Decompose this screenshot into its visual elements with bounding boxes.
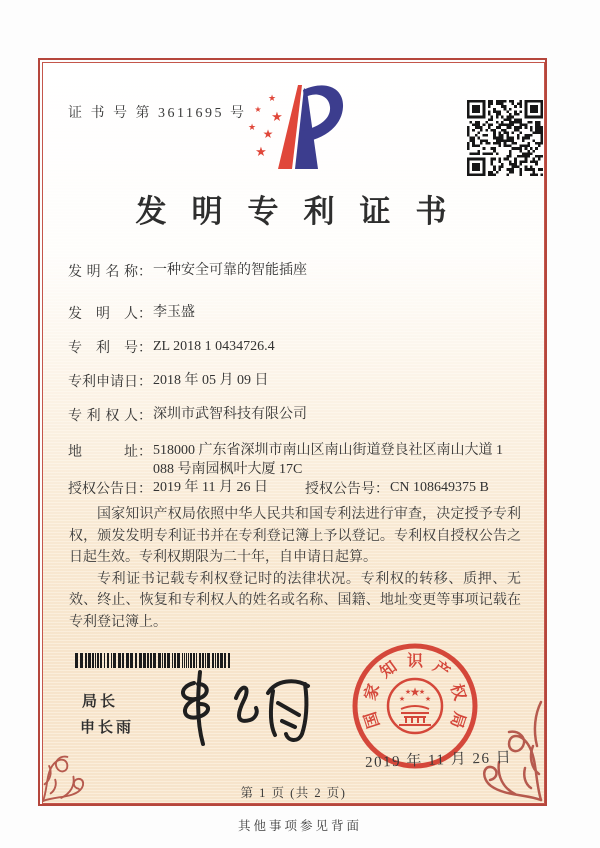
field-grant-number xyxy=(305,478,489,498)
field-value: 李玉盛 xyxy=(153,305,195,320)
field-colon: ： xyxy=(138,445,152,460)
seal-char: 权 xyxy=(446,682,468,703)
field-application-date xyxy=(68,371,269,391)
logo-star-icon: ★ xyxy=(255,145,267,160)
address-line-1: 518000 广东省深圳市南山区南山街道登良社区南山大道 1 xyxy=(153,443,503,458)
seal-date: 2019 年 11 月 26 日 xyxy=(364,749,513,772)
national-emblem-icon xyxy=(388,679,442,733)
field-label: 专利权人 xyxy=(68,409,138,424)
svg-text:★: ★ xyxy=(409,685,421,699)
field-label: 授权公告号 xyxy=(305,482,375,497)
field-label: 授权公告日 xyxy=(68,482,138,497)
field-inventor xyxy=(68,303,195,323)
field-label: 专利号 xyxy=(68,341,138,356)
svg-text:★: ★ xyxy=(418,688,426,696)
certificate-number: 证 书 号 第 3611695 号 xyxy=(68,106,247,121)
field-colon: ： xyxy=(138,482,152,497)
certificate-border xyxy=(38,58,547,806)
logo-star-icon: ★ xyxy=(262,127,274,141)
legal-paragraph-2: 专利证书记载专利权登记时的法律状况。专利权的转移、质押、无效、终止、恢复和专利权人的姓名或名称、国籍、地址变更等事项记载在专利登记簿上。 xyxy=(69,571,521,630)
seal-char: 国 xyxy=(362,709,384,730)
field-invention-name xyxy=(68,261,307,281)
field-colon: ： xyxy=(138,375,152,390)
field-colon: ： xyxy=(138,341,152,356)
field-label: 专利申请日 xyxy=(68,375,138,390)
field-colon: ： xyxy=(138,307,152,322)
svg-text:★: ★ xyxy=(404,688,412,696)
field-patentee xyxy=(68,405,307,425)
cnipa-logo-icon xyxy=(241,79,345,177)
field-label: 发明人 xyxy=(68,307,138,322)
logo-star-icon: ★ xyxy=(267,94,277,104)
qr-code-icon xyxy=(467,100,543,176)
field-value: ZL 2018 1 0434726.4 xyxy=(153,339,275,354)
field-value: 深圳市武智科技有限公司 xyxy=(153,407,307,422)
certificate-body xyxy=(42,62,545,804)
page-number: 第 1 页 (共 2 页) xyxy=(240,786,347,800)
field-value: 2018 年 05 月 09 日 xyxy=(153,373,269,388)
logo-star-icon: ★ xyxy=(254,105,262,114)
field-value xyxy=(153,441,503,479)
field-address xyxy=(68,441,503,479)
seal-char: 知 xyxy=(377,658,401,682)
field-value: 一种安全可靠的智能插座 xyxy=(153,263,307,278)
seal-char: 局 xyxy=(446,709,468,730)
field-label: 发明名称 xyxy=(68,265,138,280)
address-line-2: 088 号南园枫叶大厦 17C xyxy=(153,462,303,477)
seal-char: 产 xyxy=(429,658,453,682)
field-value: CN 108649375 B xyxy=(390,480,489,495)
back-side-note: 其他事项参见背面 xyxy=(237,819,362,833)
field-colon: ： xyxy=(138,409,152,424)
logo-star-icon: ★ xyxy=(271,110,283,125)
field-value: 2019 年 11 月 26 日 xyxy=(153,480,268,495)
seal-char: 识 xyxy=(406,653,424,670)
barcode-icon xyxy=(75,653,233,668)
svg-text:★: ★ xyxy=(424,695,432,703)
svg-text:★: ★ xyxy=(398,695,406,703)
commissioner-title: 局长 xyxy=(82,693,119,710)
logo-star-icon: ★ xyxy=(247,123,257,133)
corner-flourish-icon xyxy=(40,728,116,804)
field-grant-row xyxy=(68,478,489,498)
legal-paragraph-1: 国家知识产权局依照中华人民共和国专利法进行审查，决定授予专利权，颁发发明专利证书并在专利登记簿上予以登记。专利权自授权公告之日起生效。专利权期限为二十年，自申请日起算。 xyxy=(69,507,521,565)
field-patent-number xyxy=(68,337,275,357)
legal-text xyxy=(69,504,521,633)
field-colon: ： xyxy=(138,265,152,280)
commissioner-name: 申长雨 xyxy=(80,719,135,736)
certificate-title: 发明专利证书 xyxy=(135,194,472,229)
handwritten-signature xyxy=(176,667,321,749)
field-label: 地址 xyxy=(68,445,138,460)
field-colon: ： xyxy=(375,482,389,497)
seal-char: 家 xyxy=(362,682,384,703)
